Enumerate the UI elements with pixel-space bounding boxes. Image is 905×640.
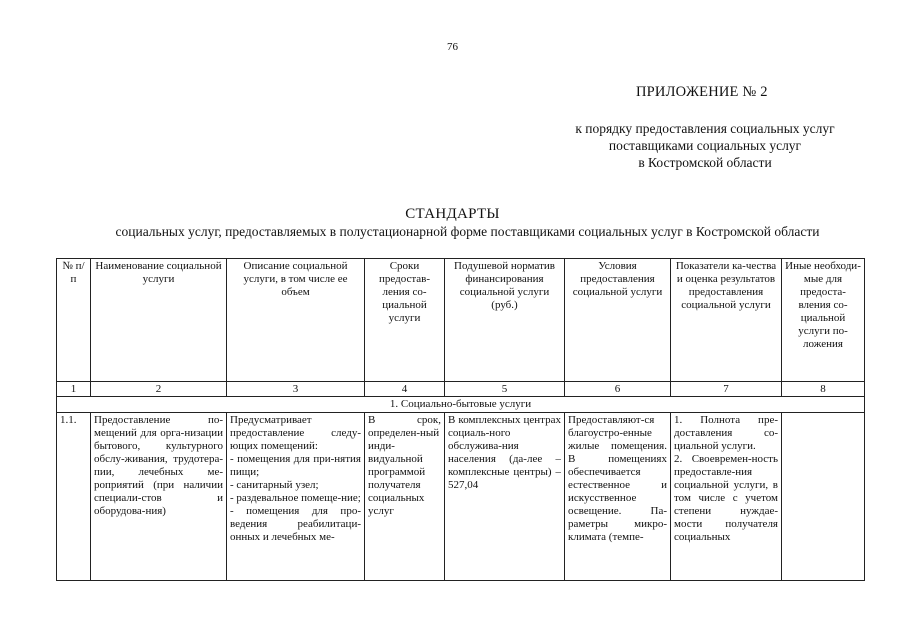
column-number: 2 [91, 382, 227, 397]
column-number: 5 [445, 382, 565, 397]
standards-table [56, 258, 865, 581]
indicator-line: 2. Своевремен-ность предоставле-ния социальной услуги, в том числе с учетом степени нуждае-мости получателя социальных [674, 453, 778, 543]
row-number-text: 1.1. [60, 414, 77, 426]
appendix-subtitle [540, 120, 870, 171]
column-header: № п/п [57, 259, 91, 382]
service-name-cell [91, 413, 227, 581]
service-description-cell [227, 413, 365, 581]
column-header: Наименование социальной услуги [91, 259, 227, 382]
table-row [57, 413, 865, 581]
standards-subtitle: социальных услуг, предоставляемых в полустационарной форме поставщиками социальных услуг в Костромской области [115, 224, 820, 239]
section-title: 1. Социально-бытовые услуги [57, 397, 865, 413]
appendix-subtitle-line: к порядку предоставления социальных услуг [575, 121, 835, 136]
column-number-row [57, 382, 865, 397]
appendix-subtitle-line: в Костромской области [638, 155, 772, 170]
column-number: 3 [227, 382, 365, 397]
standards-title: СТАНДАРТЫ [405, 206, 500, 222]
column-header: Иные необходи-мые для предоста-вления со-циальной услуги по-ложения [782, 259, 865, 382]
column-number: 1 [57, 382, 91, 397]
column-number: 8 [782, 382, 865, 397]
column-header: Подушевой норматив финансирования социальной услуги (руб.) [445, 259, 565, 382]
indicators-cell [671, 413, 782, 581]
table-header-row [57, 259, 865, 382]
appendix-title: ПРИЛОЖЕНИЕ № 2 [636, 84, 768, 100]
service-name: Предоставление по-мещений для орга-низации бытового, культурного обслу-живания, трудотера-пии, лечебных ме-роприятий (при наличии специали-стов и оборудова-ния) [94, 414, 223, 517]
description-line: - раздевальное помеще-ние; [230, 492, 361, 504]
conditions-cell [565, 413, 671, 581]
description-line: - помещения для при-нятия пищи; [230, 453, 361, 478]
column-header: Сроки предостав-ления со-циальной услуги [365, 259, 445, 382]
service-terms-cell [365, 413, 445, 581]
indicator-line: 1. Полнота пре-доставления со-циальной услуги. [674, 414, 778, 452]
column-header: Показатели ка-чества и оценка результатов предоставления социальной услуги [671, 259, 782, 382]
column-header: Описание социальной услуги, в том числе ее объем [227, 259, 365, 382]
column-header: Условия предоставления социальной услуги [565, 259, 671, 382]
section-row [57, 397, 865, 413]
other-provisions [785, 414, 861, 577]
description-line: - санитарный узел; [230, 479, 319, 491]
service-conditions: Предоставляют-ся благоустро-енные жилые помещения. В помещениях обеспечивается естественное и искусственное освещение. Па-раметры микро-климата (темпе- [568, 414, 667, 543]
column-number: 7 [671, 382, 782, 397]
column-number: 6 [565, 382, 671, 397]
column-number: 4 [365, 382, 445, 397]
description-line: Предусматривает предоставление следу-ющих помещений: [230, 414, 361, 452]
financing-norm: В комплексных центрах социаль-ного обслужива-ния населения (да-лее – комплексные центры) – 527,04 [448, 414, 561, 491]
service-description [230, 414, 361, 577]
other-provisions-cell [782, 413, 865, 581]
row-number [57, 413, 91, 581]
quality-indicators [674, 414, 778, 577]
appendix-subtitle-line: поставщиками социальных услуг [608, 138, 802, 153]
service-terms: В срок, определен-ный инди-видуальной программой получателя социальных услуг [368, 414, 441, 517]
financing-cell [445, 413, 565, 581]
description-line: - помещения для про-ведения реабилитаци-онных и лечебных ме- [230, 505, 361, 543]
page-number: 76 [447, 41, 458, 53]
